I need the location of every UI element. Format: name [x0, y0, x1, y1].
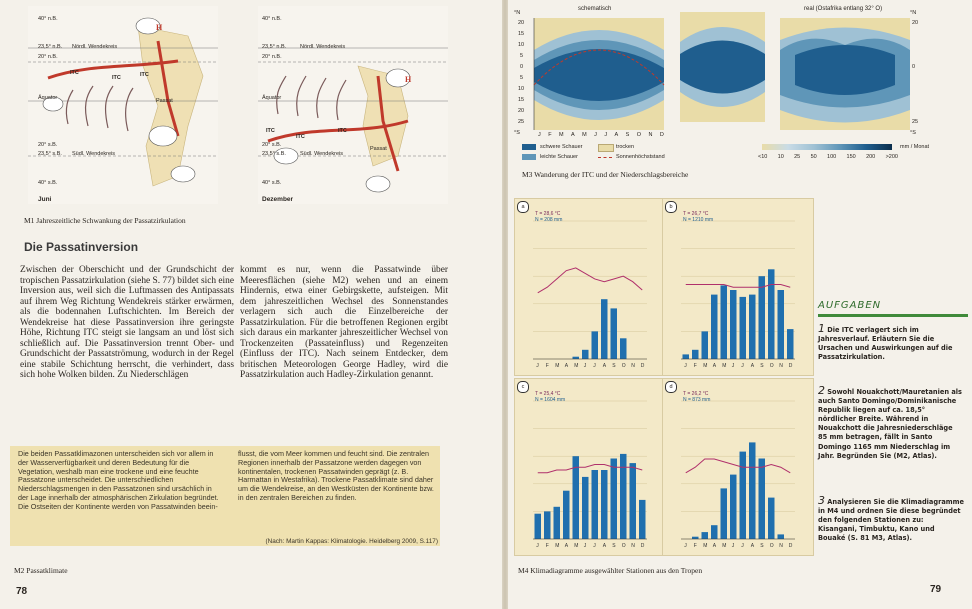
lat-tick: 5: [520, 75, 524, 81]
lat-tick: 5: [520, 53, 524, 59]
month-label: M: [555, 363, 560, 369]
month-label: O: [621, 363, 626, 369]
precip-bar: [611, 308, 618, 359]
lat-label: 23,5° n.B.: [262, 44, 287, 50]
climate-info-box: [10, 446, 440, 546]
month-label: J: [583, 543, 587, 549]
scale-bar: [762, 144, 892, 150]
article-column-2: [240, 265, 448, 381]
month-label: M: [559, 132, 564, 138]
precip-bar: [768, 498, 775, 539]
precip-bar: [749, 295, 756, 359]
month-label: D: [788, 543, 793, 549]
month-label: J: [731, 363, 735, 369]
month-label: J: [536, 363, 539, 369]
precip-bar: [768, 269, 775, 359]
box-source: (Nach: Martin Kappas: Klimatologie. Heidelberg 2009, S.117): [265, 538, 438, 545]
page-number-left: 78: [16, 586, 28, 597]
task-number: 1: [818, 322, 825, 335]
temperature-line: [686, 284, 791, 287]
chart-precip-label: N = 873 mm: [683, 397, 711, 403]
high-pressure-label: H: [405, 75, 412, 84]
precip-bar: [740, 297, 747, 359]
aufgaben-rule: [818, 314, 968, 317]
lat-label: 23,5° n.B.: [38, 44, 63, 50]
m3-schematic-diagram: [510, 10, 670, 140]
climate-chart-d: [662, 378, 814, 556]
lat-label: 20° s.B.: [262, 142, 282, 148]
month-label: A: [564, 543, 569, 549]
map-june: [28, 6, 218, 204]
task-text: Sowohl Nouakchott/Mauretanien als auch Santo Domingo/Dominikanische Republik liegen auf ca. 18,5° nördlicher Breite. Während in Nouakchott die Jahresniederschläge 85 mm betragen, fällt in Santo Domingo 1165 mm Niederschlag im Jahr. Begründen Sie (M2, Atlas).: [818, 388, 962, 460]
scale-tick: 100: [827, 154, 837, 160]
precip-bar: [711, 295, 718, 359]
month-label: J: [593, 543, 596, 549]
m4-caption: M4 Klimadiagramme ausgewählter Stationen aus den Tropen: [518, 566, 703, 575]
equator-label: Äquator: [262, 95, 282, 101]
month-label: F: [545, 543, 549, 549]
itcz-label: ITC: [140, 72, 149, 78]
lat-tick: 10: [518, 42, 525, 48]
precip-bar: [702, 331, 709, 359]
task-1: [818, 324, 964, 362]
lat-tick: 15: [518, 97, 525, 103]
precip-bar: [582, 477, 589, 539]
precip-bar: [592, 470, 599, 539]
precip-bar: [711, 525, 718, 539]
lat-label: 23,5° s.B.: [38, 151, 62, 157]
article-paragraph: kommt es nur, wenn die Passatwinde über Meeresflächen (siehe M2) wehen und an einem Hindernis, etwa einer Gebirgskette, aufsteigen. Mit dem jahreszeitlichen Wechsel des Sonnenstandes verlagern sich auch die Einzelbereiche der Passatzirkulation. Für die betroffenen Regionen ergibt sich daraus ein markanter jahreszeitlicher Wechsel von Trockenzeiten (Passateinfluss) und Regenzeiten (Einfluss der ITC). Nach seinem Entdecker, dem britischen Meteorologen George Hadley, wird die Passatzirkulation auch Hadley-Zirkulation genannt.: [240, 265, 448, 380]
month-label: A: [712, 543, 717, 549]
precip-bar: [787, 329, 794, 359]
precip-bar: [692, 350, 699, 359]
climate-chart-b: [662, 198, 814, 376]
month-label: A: [602, 363, 607, 369]
season-label: Juni: [38, 196, 52, 203]
lat-label: 20° n.B.: [38, 54, 58, 60]
month-label: A: [571, 132, 575, 138]
month-label: M: [703, 543, 708, 549]
task-text: Analysieren Sie die Klimadiagramme in M4 und ordnen Sie diese begründet den folgenden Stationen zu: Kisangani, Timbuktu, Kano und Bouaké (S. 81 M3, Atlas).: [818, 498, 965, 543]
scale-unit-label: mm / Monat: [900, 144, 930, 150]
month-label: J: [538, 132, 541, 138]
month-label: A: [712, 363, 717, 369]
precip-bar: [683, 354, 690, 359]
precip-bar: [601, 470, 608, 539]
precip-bar: [759, 276, 766, 359]
itcz-label: ITC: [112, 75, 121, 81]
precip-bar: [620, 454, 627, 539]
month-label: O: [769, 363, 774, 369]
chart-temp-label: T = 28,6 °C: [535, 211, 561, 217]
scale-tick: 200: [866, 154, 876, 160]
month-label: M: [555, 543, 560, 549]
task-3: [818, 496, 964, 543]
precip-bar: [573, 456, 580, 539]
page-gutter: [502, 0, 508, 609]
legend-light-swatch: [522, 154, 536, 160]
precip-bar: [749, 442, 756, 539]
legend-sun-line: [598, 157, 612, 158]
month-label: F: [545, 363, 549, 369]
itcz-label: ITC: [266, 128, 275, 134]
month-label: J: [731, 543, 735, 549]
m3-title-real: real (Ostafrika entlang 32° O): [804, 6, 883, 12]
precip-bar: [620, 338, 627, 359]
month-label: N: [631, 543, 635, 549]
m2-caption: M2 Passatklimate: [14, 566, 68, 575]
month-label: J: [684, 363, 687, 369]
lat-tick: 25: [912, 119, 919, 125]
precip-bar: [563, 491, 570, 539]
precip-bar: [601, 299, 608, 359]
precip-bar: [730, 290, 737, 359]
month-label: M: [722, 543, 727, 549]
chart-precip-label: N = 1210 mm: [683, 217, 714, 223]
lat-tick: 25: [518, 119, 525, 125]
lat-tick: 0: [912, 64, 916, 70]
month-label: N: [779, 543, 783, 549]
lat-label: 40° n.B.: [38, 16, 58, 22]
axis-label-south: °S: [514, 130, 520, 136]
month-label: A: [750, 363, 755, 369]
precip-bar: [778, 534, 785, 539]
month-label: M: [574, 543, 579, 549]
month-label: F: [693, 543, 697, 549]
lat-label: 20° s.B.: [38, 142, 58, 148]
task-text: Die ITC verlagert sich im Jahresverlauf. Erläutern Sie die Ursachen und Auswirkungen auf die Passatzirkulation.: [818, 326, 953, 362]
month-label: D: [788, 363, 793, 369]
itcz-label: ITC: [70, 70, 79, 76]
precip-bar: [554, 507, 561, 539]
chart-temp-label: T = 26,2 °C: [683, 391, 709, 397]
tropic-label: Nördl. Wendekreis: [300, 44, 346, 50]
month-label: S: [612, 363, 616, 369]
month-label: F: [693, 363, 697, 369]
lat-label: 23,5° s.B.: [262, 151, 286, 157]
aufgaben-heading: AUFGABEN: [818, 300, 882, 311]
axis-label-south: °S: [910, 130, 916, 136]
month-label: O: [769, 543, 774, 549]
month-label: O: [621, 543, 626, 549]
scale-ticks: [758, 154, 898, 160]
temperature-line: [686, 459, 791, 473]
precip-bar: [692, 537, 699, 539]
m3-caption: M3 Wanderung der ITC und der Niederschlagsbereiche: [522, 170, 689, 179]
lat-label: 40° s.B.: [38, 180, 58, 186]
month-label: A: [602, 543, 607, 549]
scale-tick: 10: [777, 154, 784, 160]
passat-label: Passat: [156, 98, 173, 104]
tropic-label: Nördl. Wendekreis: [72, 44, 118, 50]
month-label: D: [659, 132, 664, 138]
climate-chart-a: [514, 198, 666, 376]
task-2: [818, 386, 964, 461]
month-axis: [538, 132, 664, 138]
article-heading: Die Passatinversion: [24, 240, 139, 254]
precip-bar: [778, 290, 785, 359]
month-label: A: [750, 543, 755, 549]
month-label: N: [648, 132, 653, 138]
temperature-line: [538, 464, 643, 472]
chart-badge: b: [665, 201, 677, 213]
precip-bar: [740, 452, 747, 539]
passat-label: Passat: [370, 146, 387, 152]
month-label: J: [741, 363, 744, 369]
article-paragraph: Zwischen der Oberschicht und der Grundschicht der tropischen Passatzirkulation (siehe S. 77) bildet sich eine Inversion aus, weil sich die Luftmassen des Antipassats auf ihrem Weg Richtung Wendekreis stärker erwärmen, als die bodennahen Luftschichten. Im Bereich der Wendekreise hat diese Passatinversion ihre geringste Höhe, Richtung ITC steigt sie langsam an und löst sich schließlich auf. Die Passatinversion trennt Ober- und Grundschicht der Passatströmung, wodurch in der Regel eine stabile Schichtung herrscht, die verhindert, dass sich hohe Wolken bilden. Zu Niederschlägen: [20, 265, 235, 380]
high-pressure-label: H: [156, 23, 163, 32]
month-label: J: [684, 543, 687, 549]
precip-bar: [611, 459, 618, 540]
m3-mini-diagram: [680, 12, 765, 122]
task-number: 2: [818, 384, 825, 397]
legend-dry-swatch: [598, 144, 614, 152]
precip-bar: [592, 331, 599, 359]
month-label: J: [604, 132, 608, 138]
scale-tick: >200: [885, 154, 898, 160]
lat-tick: 10: [518, 86, 525, 92]
month-label: M: [582, 132, 587, 138]
month-label: J: [741, 543, 744, 549]
month-label: M: [703, 363, 708, 369]
tropic-label: Südl. Wendekreis: [300, 151, 344, 157]
month-label: D: [640, 363, 645, 369]
scale-tick: 150: [846, 154, 856, 160]
lat-tick: 20: [518, 20, 525, 26]
month-label: J: [594, 132, 597, 138]
chart-badge: c: [517, 381, 529, 393]
climate-chart-c: [514, 378, 666, 556]
precip-bar: [721, 285, 728, 359]
month-label: S: [760, 363, 764, 369]
precip-bar: [544, 511, 551, 539]
equator-label: Äquator: [38, 95, 58, 101]
precip-bar: [639, 500, 646, 539]
month-label: J: [593, 363, 596, 369]
chart-badge: a: [517, 201, 529, 213]
season-label: Dezember: [262, 196, 294, 203]
lat-label: 40° n.B.: [262, 16, 282, 22]
chart-temp-label: T = 25,4 °C: [535, 391, 561, 397]
month-label: O: [636, 132, 642, 138]
chart-precip-label: N = 208 mm: [535, 217, 563, 223]
legend-dry-label: trocken: [616, 144, 635, 150]
lat-tick: 20: [912, 20, 919, 26]
month-label: S: [760, 543, 764, 549]
legend-heavy-label: schwere Schauer: [540, 144, 583, 150]
month-label: M: [722, 363, 727, 369]
month-label: M: [574, 363, 579, 369]
tropic-label: Südl. Wendekreis: [72, 151, 116, 157]
task-number: 3: [818, 494, 825, 507]
itcz-label: ITC: [296, 134, 305, 140]
scale-tick: 50: [810, 154, 817, 160]
m3-title-schematic: schematisch: [578, 6, 612, 12]
legend-sun-label: Sonnenhöchststand: [616, 154, 665, 160]
article-column-1: [20, 265, 234, 381]
legend-heavy-swatch: [522, 144, 536, 150]
legend-light-label: leichte Schauer: [540, 154, 578, 160]
box-column-1: Die beiden Passatklimazonen unterscheiden sich vor allem in der Wasserverfügbarkeit und deren Bedeutung für die Vegetation, weshalb man eine trockene und eine feuchte Passatzone unterscheidet. Die unterschiedlichen Niederschlagsmengen in den Passatzonen sind ursächlich in der Lage innerhalb der atmosphärischen Zirkulation begründet. Die Ostseiten der Kontinente werden von Passatwinden beein-: [18, 449, 219, 511]
month-label: D: [640, 543, 645, 549]
precip-bar: [759, 459, 766, 540]
precip-bar: [702, 532, 709, 539]
lat-tick: 0: [520, 64, 524, 70]
month-label: S: [625, 132, 630, 138]
chart-precip-label: N = 1604 mm: [535, 397, 566, 403]
box-column-2: flusst, die vom Meer kommen und feucht sind. Die zentralen Regionen innerhalb der Passatzone werden dagegen von kontinentalen, trockenen Passatwinden geprägt (z. B. Harmattan in Westafrika). Trockene Passatklimate sind daher um die Wendekreise, an den Westküsten der Kontinente bzw. in den zentralen Bereichen zu finden.: [238, 449, 434, 502]
precip-bar: [582, 350, 589, 359]
month-label: F: [548, 132, 552, 138]
chart-badge: d: [665, 381, 677, 393]
axis-label-north: °N: [514, 10, 521, 16]
precip-bar: [721, 488, 728, 539]
scale-tick: 25: [794, 154, 801, 160]
month-label: A: [564, 363, 569, 369]
itcz-label: ITC: [338, 128, 347, 134]
m3-legend: [522, 144, 952, 172]
month-label: N: [631, 363, 635, 369]
lat-tick: 20: [518, 108, 525, 114]
temperature-line: [538, 268, 643, 293]
month-label: S: [612, 543, 616, 549]
precip-bar: [573, 357, 580, 359]
precip-bar: [730, 475, 737, 539]
axis-label-north: °N: [910, 10, 917, 16]
month-label: A: [614, 132, 619, 138]
lat-tick: 15: [518, 31, 525, 37]
m1-caption: M1 Jahreszeitliche Schwankung der Passatzirkulation: [24, 216, 186, 225]
lat-label: 40° s.B.: [262, 180, 282, 186]
month-label: N: [779, 363, 783, 369]
page-number-right: 79: [930, 584, 942, 595]
precip-bar: [630, 463, 637, 539]
precip-bar: [535, 514, 542, 539]
map-december: [258, 6, 448, 204]
month-label: J: [583, 363, 587, 369]
chart-temp-label: T = 26,7 °C: [683, 211, 709, 217]
month-label: J: [536, 543, 539, 549]
scale-tick: <10: [758, 154, 768, 160]
m3-real-diagram: [770, 10, 920, 140]
lat-label: 20° n.B.: [262, 54, 282, 60]
